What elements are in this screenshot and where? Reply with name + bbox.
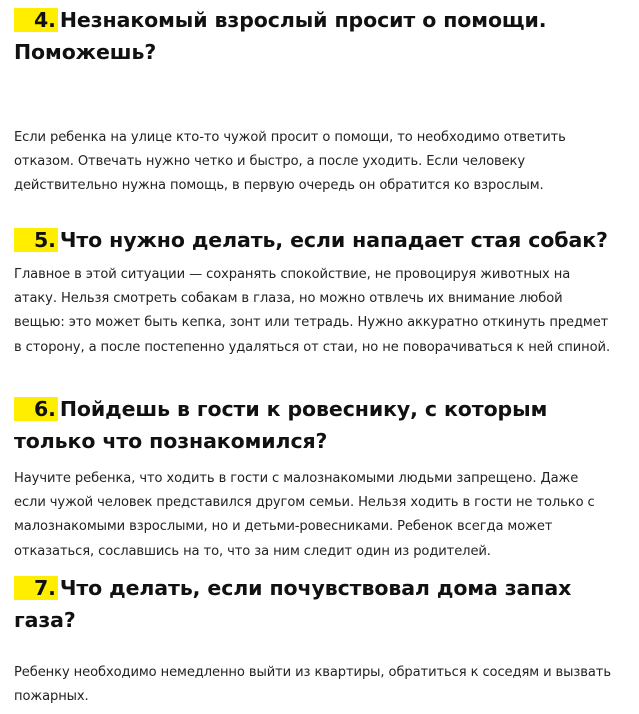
section-4-number: 4. xyxy=(14,8,58,32)
section-6-heading xyxy=(14,393,614,457)
section-5-title: Что нужно делать, если нападает стая собак? xyxy=(59,228,608,252)
section-7-title: Что делать, если почувствовал дома запах газа? xyxy=(14,576,572,632)
section-6-number: 6. xyxy=(14,397,58,421)
section-6-title: Пойдешь в гости к ровеснику, с которым только что познакомился? xyxy=(14,397,548,453)
section-7-text: Ребенку необходимо немедленно выйти из квартиры, обратиться к соседям и вызвать пожарных. xyxy=(14,665,611,705)
section-4-title: Незнакомый взрослый просит о помощи. Поможешь? xyxy=(14,8,547,64)
section-5-number: 5. xyxy=(14,228,58,252)
section-5-text: Главное в этой ситуации — сохранять спокойствие, не провоцируя животных на атаку. Нельзя смотреть собакам в глаза, но можно отвлечь их внимание любой вещью: это может быть кепка, зонт или тетрадь. Нужно аккуратно откинуть предмет в сторону, а после постепенно удаляться от стаи, но не поворачиваться к ней спиной. xyxy=(14,267,611,355)
section-7-heading xyxy=(14,572,614,636)
section-6-text: Научите ребенка, что ходить в гости с малознакомыми людьми запрещено. Даже если чужой человек представился другом семьи. Нельзя ходить в гости не только с малознакомыми взрослыми, но и детьми-ровесниками. Ребенок всегда может отказаться, сославшись на то, что за ним следит один из родителей. xyxy=(14,471,595,559)
section-4-heading xyxy=(14,4,614,68)
section-7-number: 7. xyxy=(14,576,58,600)
section-4-text: Если ребенка на улице кто-то чужой просит о помощи, то необходимо ответить отказом. Отвечать нужно четко и быстро, а после уходить. Если человеку действительно нужна помощь, в первую очередь он обратится ко взрослым. xyxy=(14,130,566,194)
section-5-heading xyxy=(14,224,614,256)
